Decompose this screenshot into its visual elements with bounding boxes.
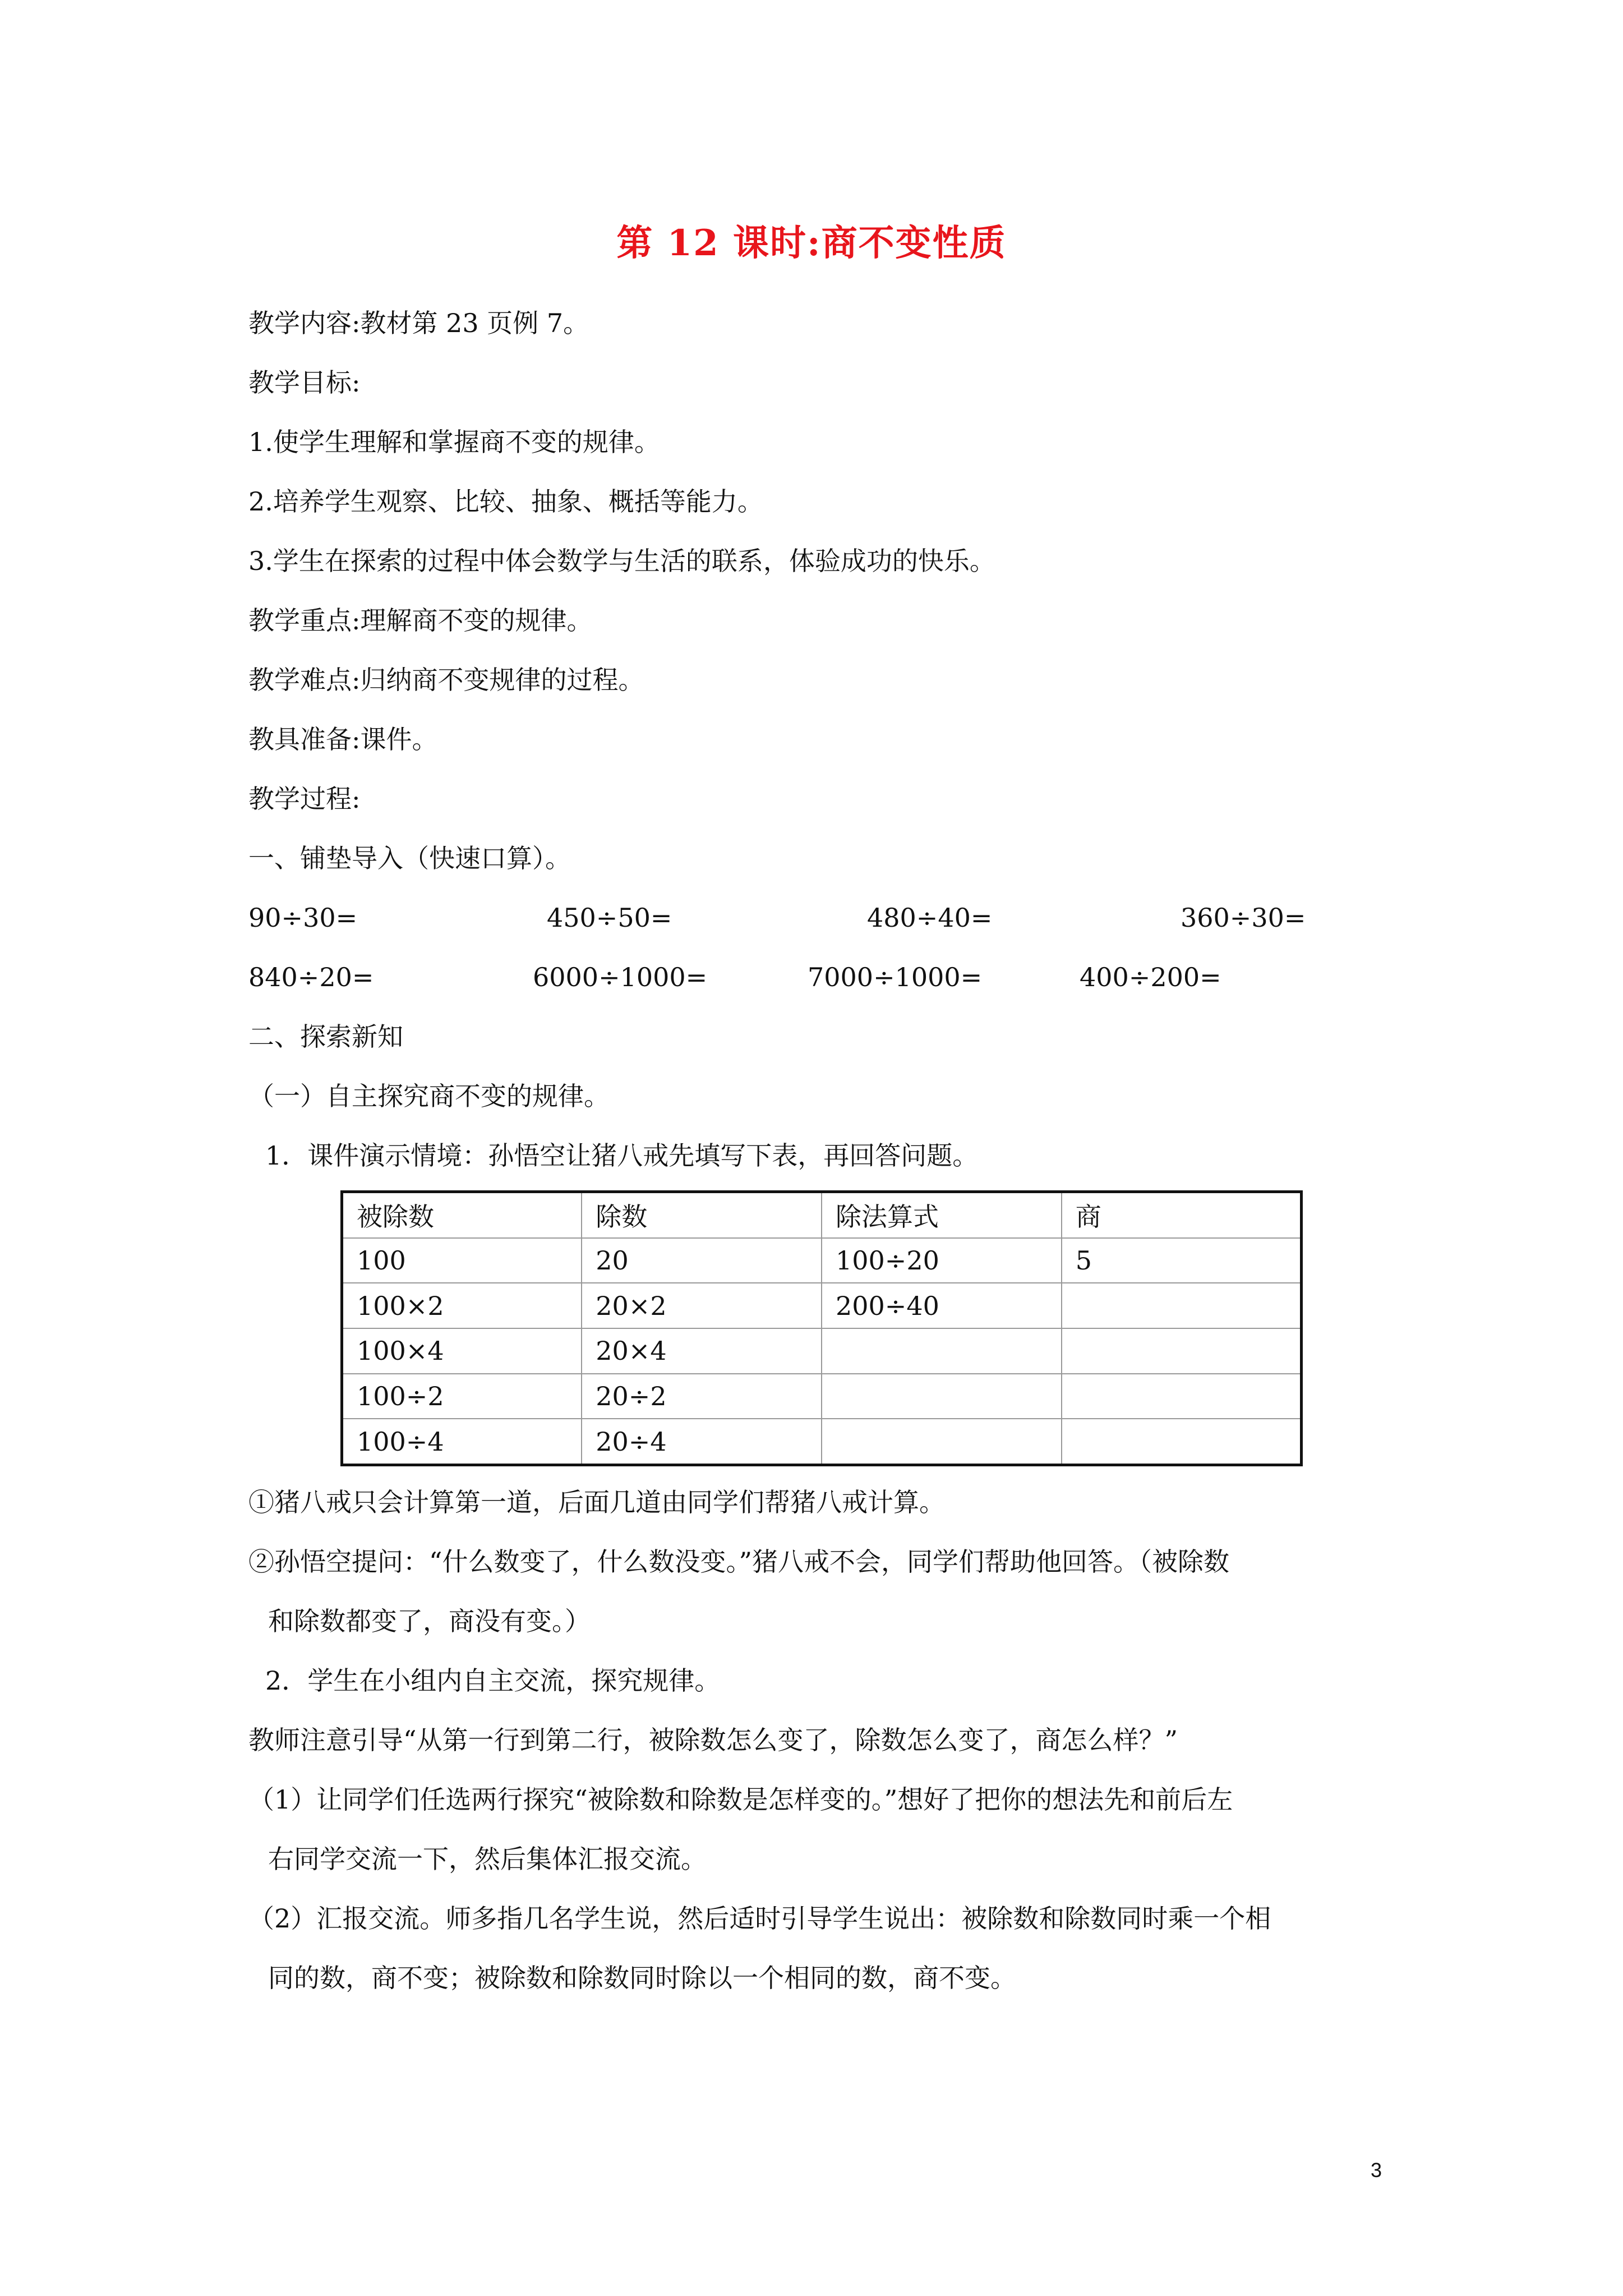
table-header-cell: 除法算式 (822, 1192, 1062, 1238)
table-row (342, 1238, 1302, 1283)
division-table (340, 1190, 1303, 1466)
paragraph: （2）汇报交流。师多指几名学生说，然后适时引导学生说出：被除数和除数同时乘一个相 (248, 1903, 1271, 1934)
difficulty: 教学难点:归纳商不变规律的过程。 (248, 665, 644, 695)
table-cell (1062, 1419, 1302, 1465)
table-row (342, 1374, 1302, 1419)
table-cell: 100 (342, 1238, 582, 1283)
objectives-heading: 教学目标: (248, 367, 361, 398)
table-header-cell: 除数 (582, 1192, 822, 1238)
paragraph: （1）让同学们任选两行探究“被除数和除数是怎样变的。”想好了把你的想法先和前后左 (248, 1784, 1233, 1815)
table-cell: 20÷2 (582, 1374, 822, 1419)
page-number: 3 (1371, 2159, 1382, 2182)
table-header-cell: 被除数 (342, 1192, 582, 1238)
mental-calc-item: 6000÷1000= (533, 962, 708, 992)
table-cell (1062, 1283, 1302, 1328)
objective-item: 2.培养学生观察、比较、抽象、概括等能力。 (248, 486, 763, 517)
mental-calc-item: 840÷20= (248, 962, 374, 992)
table-cell (822, 1419, 1062, 1465)
table-cell (822, 1374, 1062, 1419)
subsection-heading: （一）自主探究商不变的规律。 (248, 1081, 610, 1111)
table-cell: 100÷2 (342, 1374, 582, 1419)
process-heading: 教学过程: (248, 784, 361, 814)
teaching-content: 教学内容:教材第 23 页例 7。 (248, 308, 589, 338)
mental-calc-item: 7000÷1000= (808, 962, 983, 992)
objective-item: 3.学生在探索的过程中体会数学与生活的联系，体验成功的快乐。 (248, 546, 995, 576)
lesson-title: 第 12 课时:商不变性质 (616, 222, 1007, 264)
teaching-tools: 教具准备:课件。 (248, 724, 438, 754)
table-cell: 100÷20 (822, 1238, 1062, 1283)
section2-heading: 二、探索新知 (248, 1022, 403, 1052)
mental-calc-item: 480÷40= (867, 903, 993, 933)
table-cell: 20×4 (582, 1328, 822, 1374)
table-header-row (342, 1192, 1302, 1238)
table-cell (1062, 1374, 1302, 1419)
paragraph-continued: 同的数，商不变；被除数和除数同时除以一个相同的数，商不变。 (268, 1963, 1016, 1993)
table-cell: 20÷4 (582, 1419, 822, 1465)
mental-calc-item: 400÷200= (1080, 962, 1221, 992)
table-cell: 100÷4 (342, 1419, 582, 1465)
mental-calc-item: 360÷30= (1181, 903, 1306, 933)
mental-calc-item: 90÷30= (248, 903, 358, 933)
table-cell (1062, 1328, 1302, 1374)
table-header-cell: 商 (1062, 1192, 1302, 1238)
table-row (342, 1283, 1302, 1328)
note-item-continued: 和除数都变了，商没有变。） (268, 1606, 591, 1636)
table-cell: 100×2 (342, 1283, 582, 1328)
step-item: 1．课件演示情境：孙悟空让猪八戒先填写下表，再回答问题。 (265, 1140, 979, 1171)
key-point: 教学重点:理解商不变的规律。 (248, 605, 593, 636)
table-cell: 20 (582, 1238, 822, 1283)
table-row (342, 1419, 1302, 1465)
table-cell: 5 (1062, 1238, 1302, 1283)
teacher-guide: 教师注意引导“从第一行到第二行，被除数怎么变了，除数怎么变了，商怎么样？” (248, 1725, 1178, 1755)
objective-item: 1.使学生理解和掌握商不变的规律。 (248, 427, 660, 457)
step-item: 2．学生在小组内自主交流，探究规律。 (265, 1665, 721, 1696)
table-cell: 20×2 (582, 1283, 822, 1328)
section1-heading: 一、铺垫导入（快速口算）。 (248, 843, 571, 873)
mental-calc-item: 450÷50= (547, 903, 672, 933)
note-item: ①猪八戒只会计算第一道，后面几道由同学们帮猪八戒计算。 (248, 1487, 945, 1517)
table-row (342, 1328, 1302, 1374)
table-cell: 200÷40 (822, 1283, 1062, 1328)
note-item: ②孙悟空提问：“什么数变了，什么数没变。”猪八戒不会，同学们帮助他回答。（被除数 (248, 1547, 1230, 1577)
table-cell: 100×4 (342, 1328, 582, 1374)
table-cell (822, 1328, 1062, 1374)
paragraph-continued: 右同学交流一下，然后集体汇报交流。 (268, 1844, 707, 1874)
